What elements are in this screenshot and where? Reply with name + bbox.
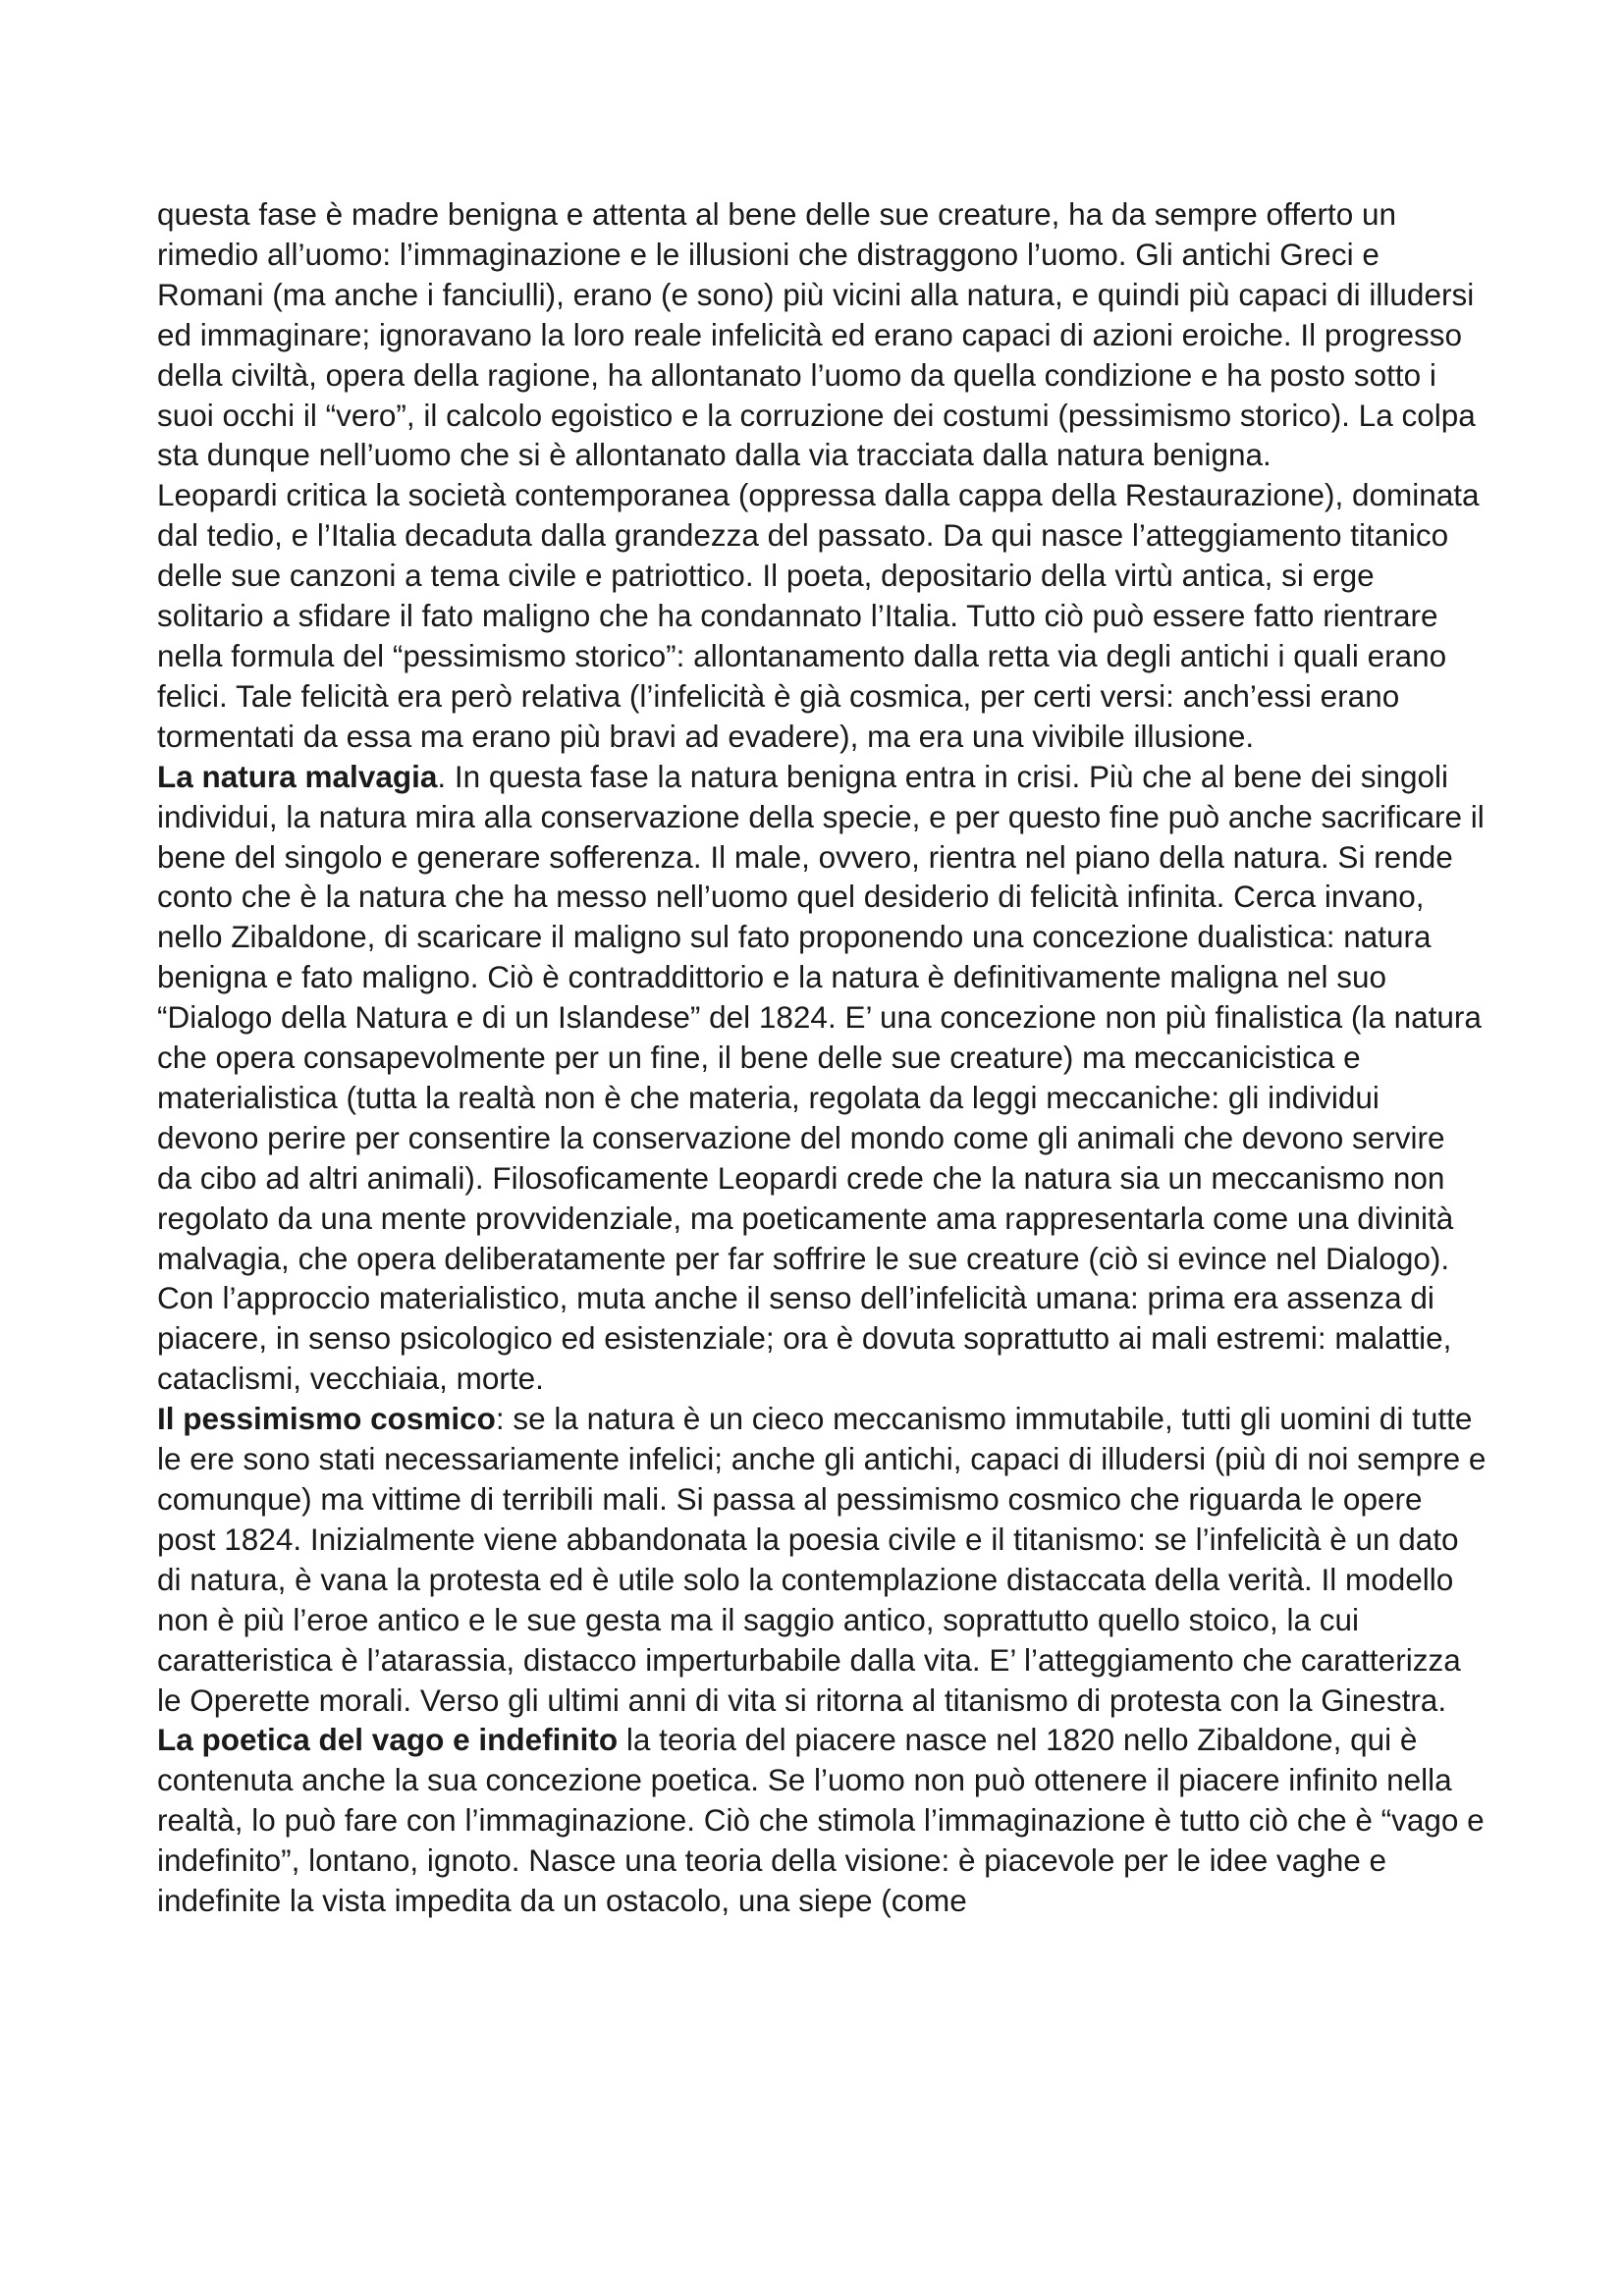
paragraph-text: questa fase è madre benigna e attenta al bene delle sue creature, ha da sempre offerto un rimedio all’uomo: l’immaginazione e le illusioni che distraggono l’uomo. Gli antichi Greci e Romani (ma anche i fanciulli), erano (e sono) più vicini alla natura, e quindi più capaci di illudersi ed immaginare; ignoravano la loro reale infelicità ed erano capaci di azioni eroiche. Il progresso della civiltà, opera della ragione, ha allontanato l’uomo da quella condizione e ha posto sotto i suoi occhi il “vero”, il calcolo egoistico e la corruzione dei costumi (pessimismo storico). La colpa sta dunque nell’uomo che si è allontanato dalla via tracciata dalla natura benigna. xyxy=(157,196,1476,473)
paragraph-heading: Il pessimismo cosmico xyxy=(157,1401,496,1437)
paragraph-text: . In questa fase la natura benigna entra in crisi. Più che al bene dei singoli individui, la natura mira alla conservazione della specie, e per questo fine può anche sacrificare il bene del singolo e generare sofferenza. Il male, ovvero, rientra nel piano della natura. Si rende conto che è la natura che ha messo nell’uomo quel desiderio di felicità infinita. Cerca invano, nello Zibaldone, di scaricare il maligno sul fato proponendo una concezione dualistica: natura benigna e fato maligno. Ciò è contraddittorio e la natura è definitivamente maligna nel suo “Dialogo della Natura e di un Islandese” del 1824. E’ una concezione non più finalistica (la natura che opera consapevolmente per un fine, il bene delle sue creature) ma meccanicistica e materialistica (tutta la realtà non è che materia, regolata da leggi meccaniche: gli individui devono perire per consentire la conservazione del mondo come gli animali che devono servire da cibo ad altri animali). Filosoficamente Leopardi crede che la natura sia un meccanismo non regolato da una mente provvidenziale, ma poeticamente ama rappresentarla come una divinità malvagia, che opera deliberatamente per far soffrire le sue creature (ciò si evince nel Dialogo). Con l’approccio materialistico, muta anche il senso dell’infelicità umana: prima era assenza di piacere, in senso psicologico ed esistenziale; ora è dovuta soprattutto ai mali estremi: malattie, cataclismi, vecchiaia, morte. xyxy=(157,758,1485,1397)
document-page xyxy=(157,194,1488,1921)
paragraph-heading: La poetica del vago e indefinito xyxy=(157,1722,619,1758)
paragraph-text: Leopardi critica la società contemporanea (oppressa dalla cappa della Restaurazione), dominata dal tedio, e l’Italia decaduta dalla grandezza del passato. Da qui nasce l’atteggiamento titanico delle sue canzoni a tema civile e patriottico. Il poeta, depositario della virtù antica, si erge solitario a sfidare il fato maligno che ha condannato l’Italia. Tutto ciò può essere fatto rientrare nella formula del “pessimismo storico”: allontanamento dalla retta via degli antichi i quali erano felici. Tale felicità era però relativa (l’infelicità è già cosmica, per certi versi: anch’essi erano tormentati da essa ma erano più bravi ad evadere), ma era una vivibile illusione. xyxy=(157,477,1480,754)
paragraph-text: : se la natura è un cieco meccanismo immutabile, tutti gli uomini di tutte le ere sono stati necessariamente infelici; anche gli antichi, capaci di illudersi (più di noi sempre e comunque) ma vittime di terribili mali. Si passa al pessimismo cosmico che riguarda le opere post 1824. Inizialmente viene abbandonata la poesia civile e il titanismo: se l’infelicità è un dato di natura, è vana la protesta ed è utile solo la contemplazione distaccata della verità. Il modello non è più l’eroe antico e le sue gesta ma il saggio antico, soprattutto quello stoico, la cui caratteristica è l’atarassia, distacco imperturbabile dalla vita. E’ l’atteggiamento che caratterizza le Operette morali. Verso gli ultimi anni di vita si ritorna al titanismo di protesta con la Ginestra. xyxy=(157,1401,1487,1718)
paragraph-poetica-vago-indefinito xyxy=(157,1720,1488,1921)
paragraph-natura-malvagia xyxy=(157,757,1488,1400)
paragraph-text: la teoria del piacere nasce nel 1820 nello Zibaldone, qui è contenuta anche la sua concezione poetica. Se l’uomo non può ottenere il piacere infinito nella realtà, lo può fare con l’immaginazione. Ciò che stimola l’immaginazione è tutto ciò che è “vago e indefinito”, lontano, ignoto. Nasce una teoria della visione: è piacevole per le idee vaghe e indefinite la vista impedita da un ostacolo, una siepe (come xyxy=(157,1722,1485,1919)
paragraph-pessimismo-storico xyxy=(157,475,1488,756)
paragraph-pessimismo-cosmico xyxy=(157,1399,1488,1720)
paragraph-heading: La natura malvagia xyxy=(157,758,438,794)
paragraph-natura-benigna xyxy=(157,194,1488,475)
